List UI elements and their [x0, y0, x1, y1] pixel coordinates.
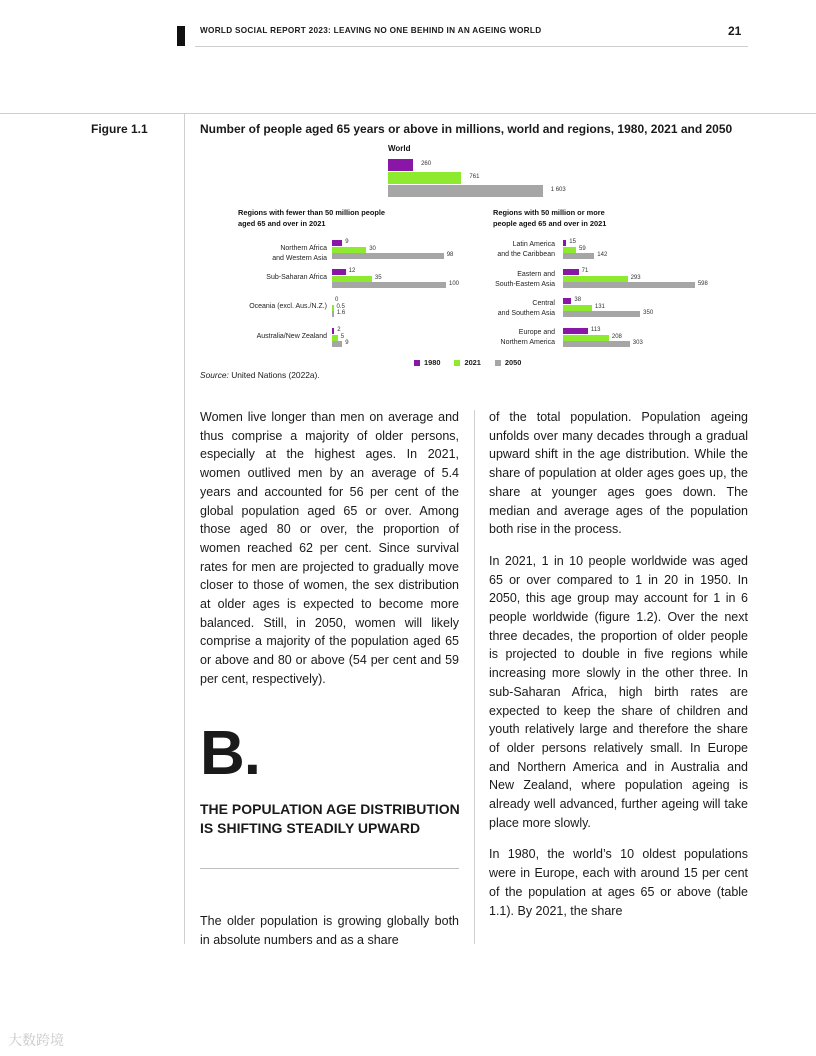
data-label: 293 [630, 274, 641, 281]
header-mark [177, 26, 185, 46]
bar-2050 [563, 311, 640, 317]
header-rule [195, 46, 748, 47]
bar-1980 [563, 298, 571, 304]
group-title-small [238, 207, 385, 229]
legend-label: 2050 [504, 358, 522, 367]
figure-label: Figure 1.1 [91, 122, 148, 136]
source-prefix: Source: [200, 370, 229, 380]
bar-2021 [332, 335, 338, 341]
data-label: 142 [597, 252, 608, 258]
group-title-large-line1: Regions with 50 million or more [493, 208, 605, 217]
category-label-line: and the Caribbean [497, 250, 555, 258]
paragraph: The older population is growing globally both in absolute numbers and as a share [200, 914, 459, 947]
bar-2021 [388, 172, 461, 184]
data-label: 761 [469, 174, 480, 180]
data-label: 15 [569, 239, 576, 245]
group-title-large [493, 207, 606, 229]
data-label: 1.6 [336, 310, 346, 316]
category-label-line: and Southern Asia [497, 309, 555, 317]
bar-2050 [563, 282, 695, 288]
data-label: 598 [697, 281, 708, 287]
data-label: 59 [579, 245, 586, 252]
data-label: 98 [446, 252, 454, 258]
bar-2050 [563, 341, 630, 347]
bar-2050 [563, 253, 594, 259]
legend-swatch [495, 360, 501, 366]
paragraph: Women live longer than men on average and thus comprise a majority of older persons, especially at the highest ages. In 2021, women outlived men by an average of 5.4 years and accounted for 56 per cent of the global population aged 65 or over. Among those aged 80 or over, the proportion of women reached 62 per cent. Since survival rates for men are projected to gradually move closer to those of women, the sex distribution at older ages is expected to become more balanced. Still, in 2050, women will likely comprise a majority of the population aged 65 or above and 80 or above (54 per cent and 59 per cent, respectively). [200, 410, 459, 686]
data-label: 38 [574, 297, 582, 303]
category-label-line: Central [532, 300, 555, 307]
bar-1980 [388, 159, 413, 171]
figure-title: Number of people aged 65 years or above in millions, world and regions, 1980, 2021 and 2050 [200, 122, 733, 136]
legend-swatch [414, 360, 420, 366]
page-number: 21 [728, 24, 742, 38]
bar-1980 [563, 328, 588, 334]
category-label [501, 328, 555, 347]
data-label: 1 603 [550, 187, 566, 193]
category-label-line: Europe and [518, 329, 555, 336]
bar-2021 [563, 335, 609, 341]
category-label: Australia/New Zealand [256, 333, 327, 340]
data-label: 12 [348, 268, 356, 274]
category-label: Oceania (excl. Aus./N.Z.) [249, 303, 327, 310]
section-heading: THE POPULATION AGE DISTRIBUTION IS SHIFTING STEADILY UPWARD [200, 801, 460, 836]
bar-2021 [332, 247, 366, 253]
bar-2021 [332, 305, 334, 311]
data-label: 303 [632, 340, 643, 346]
bar-2050 [388, 185, 543, 197]
data-label: 71 [581, 268, 589, 274]
category-label [495, 270, 555, 289]
legend-item-1980 [414, 358, 440, 367]
legend-label: 2021 [464, 358, 481, 367]
paragraph: In 1980, the world’s 10 oldest populations were in Europe, each with around 15 per cent of the population at ages 65 or above (table 1.1). By 2021, the share [489, 847, 748, 918]
bar-2021 [332, 276, 372, 282]
data-label: 2 [337, 327, 341, 333]
right-column [489, 408, 748, 933]
category-label: Sub-Saharan Africa [266, 274, 327, 281]
category-label [498, 299, 555, 318]
bar-2050 [332, 341, 342, 347]
bar-2021 [563, 276, 628, 282]
left-column-bottom [200, 912, 459, 962]
data-label: 260 [421, 161, 432, 167]
group-title-large-line2: people aged 65 and over in 2021 [493, 219, 607, 228]
bar-1980 [563, 269, 579, 275]
section-rule [0, 113, 816, 114]
data-label: 35 [374, 274, 382, 281]
bar-2021 [563, 305, 592, 311]
category-label [497, 240, 555, 259]
category-label-line: Northern America [500, 338, 555, 346]
paragraph: of the total population. Population ageing unfolds over many decades through a gradual upward shift in the age distribution. While the share of population at older ages goes up, the share at younger ages goes down. The median and average ages of the population both rise in the process. [489, 410, 748, 537]
watermark-logo: 大数跨境 [8, 1032, 64, 1048]
chart-legend [414, 358, 521, 367]
category-label [272, 244, 327, 263]
column-divider [474, 410, 475, 944]
category-label-line: South-Eastern Asia [495, 280, 555, 288]
bar-1980 [332, 328, 334, 334]
bar-2050 [332, 282, 446, 288]
data-label: 350 [643, 310, 654, 316]
legend-item-2021 [454, 358, 480, 367]
section-heading-rule [200, 868, 459, 869]
data-label: 9 [345, 239, 349, 245]
data-label: 131 [594, 303, 605, 310]
bar-2050 [332, 311, 334, 317]
legend-item-2050 [495, 358, 521, 367]
category-label-line: and Western Asia [272, 254, 327, 262]
legend-label: 1980 [424, 358, 441, 367]
group-title-small-line1: Regions with fewer than 50 million people [238, 208, 386, 217]
data-label: 100 [449, 281, 460, 287]
data-label: 208 [611, 333, 622, 340]
paragraph: In 2021, 1 in 10 people worldwide was aged 65 or over compared to 1 in 20 in 1950. In 2050, this age group may account for 1 in 6 people worldwide (figure 1.2). Over the next three decades, the proportion of older people is projected to double in five regions while increasing more slowly in the other three. In sub-Saharan Africa, high birth rates are expected to keep the share of children and youth relatively large and therefore the share of older persons relatively small. In Europe and Northern America and in Australia and New Zealand, where population ageing is already well advanced, further ageing will take place more slowly. [489, 553, 748, 830]
bar-2021 [563, 247, 576, 253]
running-header: WORLD SOCIAL REPORT 2023: LEAVING NO ONE BEHIND IN AN AGEING WORLD [200, 26, 542, 35]
left-column-top [200, 408, 459, 702]
data-label: 30 [369, 245, 376, 252]
data-label: 9 [345, 340, 349, 346]
source-text: United Nations (2022a). [228, 370, 320, 380]
legend-swatch [454, 360, 460, 366]
bar-1980 [332, 269, 346, 275]
bar-2050 [332, 253, 444, 259]
data-label: 0 [335, 297, 339, 303]
bar-1980 [332, 240, 342, 246]
figure-source [200, 370, 320, 380]
bar-1980 [563, 240, 566, 246]
category-label-line: Eastern and [517, 271, 555, 278]
category-label-line: Northern Africa [280, 245, 327, 252]
world-panel-title: World [388, 144, 411, 153]
category-label-line: Latin America [512, 241, 555, 248]
data-label: 113 [590, 327, 601, 333]
data-label: 5 [340, 333, 345, 340]
left-margin-rule [184, 114, 185, 944]
group-title-small-line2: aged 65 and over in 2021 [238, 219, 326, 228]
data-label: 0.5 [336, 303, 345, 310]
section-letter: B. [200, 719, 260, 788]
